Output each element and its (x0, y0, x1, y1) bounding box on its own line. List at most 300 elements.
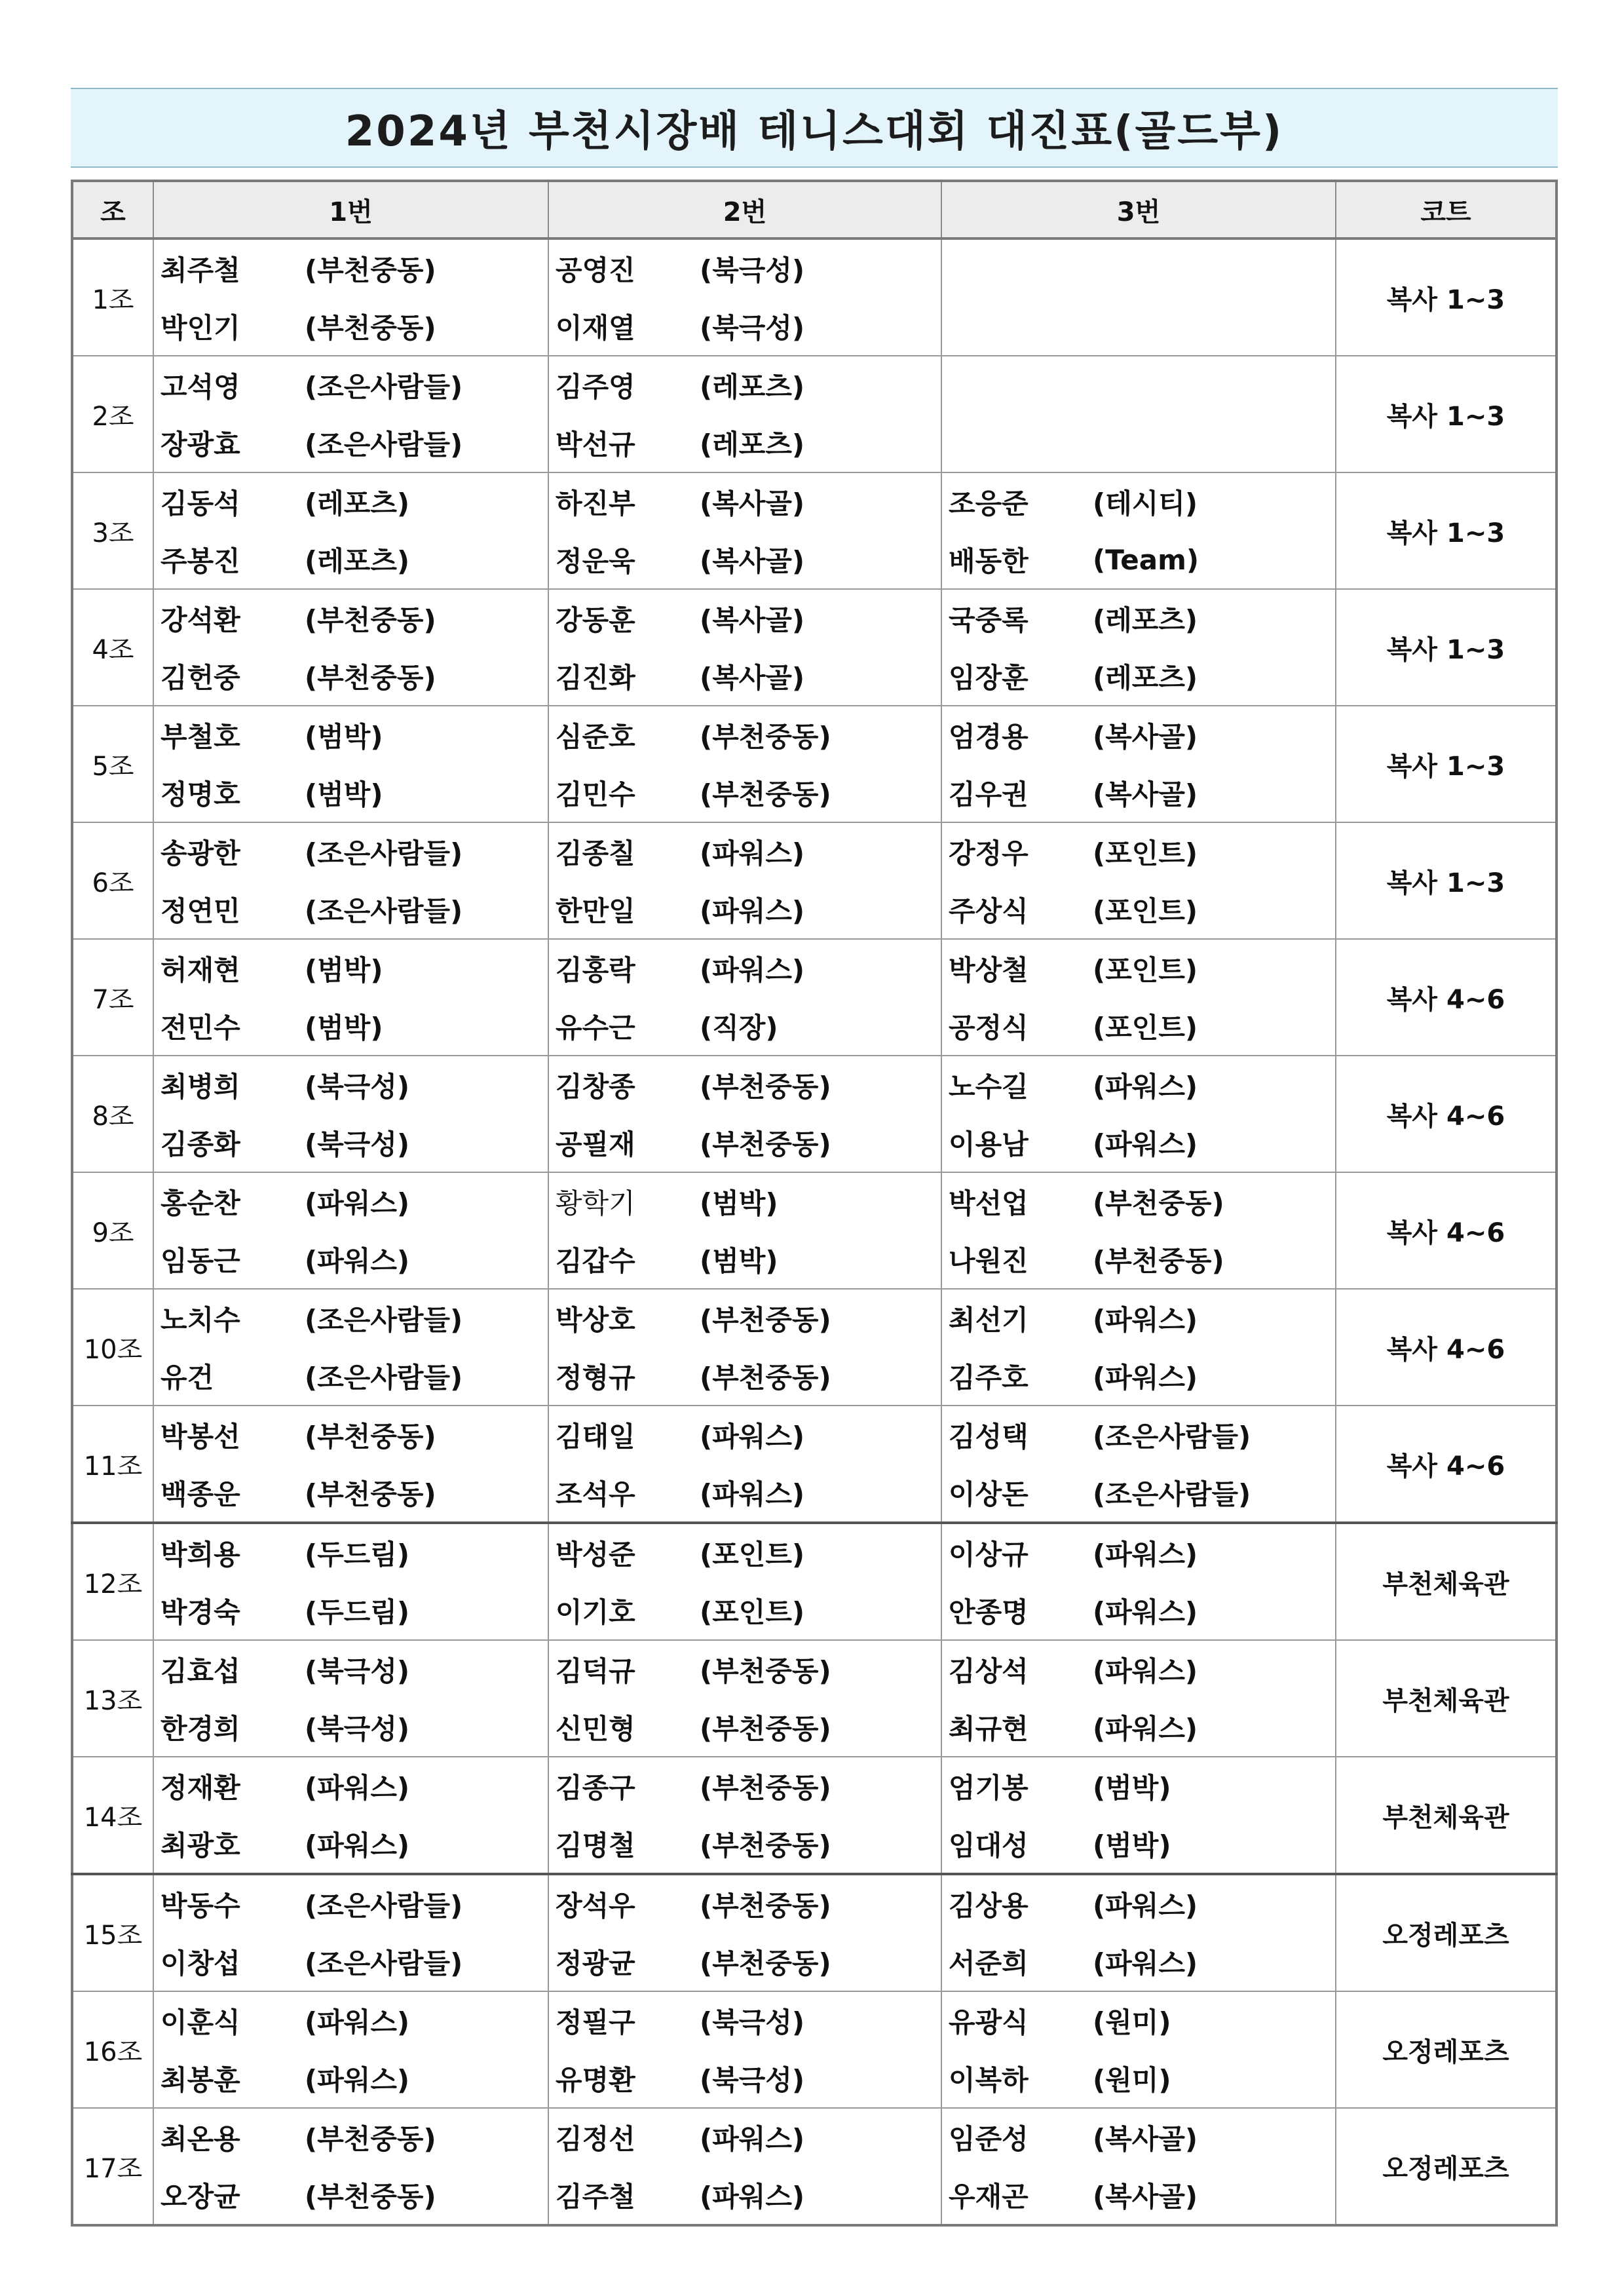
player-entry (556, 414, 941, 472)
player-name: 장석우 (556, 1890, 635, 1922)
table-row (72, 2108, 1557, 2225)
player-entry (161, 2166, 548, 2224)
court-label: 복사 1~3 (1336, 472, 1557, 589)
player-pair (942, 1992, 1335, 2107)
slot-cell-2 (548, 706, 941, 822)
player-name: 장광효 (161, 429, 240, 461)
court-label: 복사 4~6 (1336, 1289, 1557, 1406)
player-club: (파워스) (700, 1421, 805, 1453)
player-club: (파워스) (1093, 1128, 1198, 1160)
player-name: 강정우 (949, 837, 1029, 870)
player-name: 김상석 (949, 1655, 1029, 1687)
player-entry (161, 1757, 548, 1815)
player-entry (556, 1231, 941, 1288)
player-name: 배동한 (949, 545, 1029, 577)
player-name: 정광균 (556, 1947, 635, 1980)
player-entry (161, 1992, 548, 2050)
player-club: (복사골) (700, 488, 805, 520)
slot-cell-3 (941, 1289, 1336, 1406)
player-name: 부철호 (161, 721, 240, 753)
player-name: 공정식 (949, 1012, 1029, 1044)
player-pair (549, 356, 941, 472)
player-entry (161, 1641, 548, 1698)
player-entry (161, 356, 548, 414)
player-name: 나원진 (949, 1245, 1029, 1277)
slot-cell-1 (153, 472, 548, 589)
player-name: 이기호 (556, 1596, 635, 1628)
group-label: 5조 (72, 706, 153, 822)
player-entry (556, 531, 941, 588)
court-label: 복사 1~3 (1336, 706, 1557, 822)
slot-cell-3 (941, 1991, 1336, 2108)
player-name: 국중록 (949, 604, 1029, 636)
group-label: 7조 (72, 939, 153, 1056)
player-entry (556, 1173, 941, 1231)
header-court: 코트 (1336, 181, 1557, 239)
group-label: 13조 (72, 1640, 153, 1757)
player-name: 백종운 (161, 1478, 240, 1510)
player-pair (942, 1524, 1335, 1639)
player-pair (154, 1056, 548, 1172)
player-club: (파워스) (305, 1772, 410, 1804)
player-name: 박선업 (949, 1187, 1029, 1219)
player-name: 노수길 (949, 1071, 1029, 1103)
player-entry (556, 2050, 941, 2107)
player-club: (테시티) (1093, 488, 1198, 520)
player-entry (556, 647, 941, 705)
player-name: 최광호 (161, 1829, 240, 1862)
slot-cell-1 (153, 822, 548, 939)
slot-cell-1 (153, 1757, 548, 1874)
player-name: 최병희 (161, 1071, 240, 1103)
player-entry (161, 2109, 548, 2166)
bracket-table (71, 180, 1558, 2227)
player-pair (549, 1056, 941, 1172)
player-entry (161, 881, 548, 938)
slot-cell-1 (153, 2108, 548, 2225)
player-club: (부천중동) (1093, 1245, 1224, 1277)
player-club: (부천중동) (700, 721, 831, 753)
player-name: 박경숙 (161, 1596, 240, 1628)
player-entry (949, 1406, 1335, 1464)
player-entry (556, 997, 941, 1055)
slot-cell-2 (548, 1991, 941, 2108)
player-entry (556, 1992, 941, 2050)
player-club: (북극성) (700, 312, 805, 344)
slot-cell-3 (941, 1172, 1336, 1289)
slot-cell-2 (548, 1056, 941, 1172)
slot-cell-3 (941, 1640, 1336, 1757)
player-club: (파워스) (700, 2181, 805, 2213)
player-entry (556, 240, 941, 297)
player-club: (레포츠) (700, 429, 805, 461)
player-entry (161, 473, 548, 531)
player-entry (161, 1231, 548, 1288)
player-club: (부천중동) (700, 1713, 831, 1745)
player-pair (549, 940, 941, 1055)
player-club: (부천중동) (700, 1362, 831, 1394)
player-club: (파워스) (305, 1187, 410, 1219)
player-club: (조은사람들) (1093, 1421, 1251, 1453)
player-entry (949, 531, 1335, 588)
player-name: 우재곤 (949, 2181, 1029, 2213)
player-entry (949, 1815, 1335, 1873)
player-pair (942, 590, 1335, 705)
player-name: 임대성 (949, 1829, 1029, 1862)
player-name: 김종구 (556, 1772, 635, 1804)
player-pair (942, 473, 1335, 588)
player-club: (부천중동) (700, 1128, 831, 1160)
player-name: 강석환 (161, 604, 240, 636)
player-entry (556, 1290, 941, 1347)
court-label: 부천체육관 (1336, 1640, 1557, 1757)
player-entry (161, 940, 548, 997)
player-entry (161, 1933, 548, 1991)
player-name: 박상철 (949, 954, 1029, 986)
player-club: (레포츠) (700, 371, 805, 403)
player-club: (범박) (305, 721, 383, 753)
header-row (72, 181, 1557, 239)
player-entry (556, 1698, 941, 1756)
player-club: (포인트) (700, 1596, 805, 1628)
slot-cell-1 (153, 939, 548, 1056)
player-name: 김명철 (556, 1829, 635, 1862)
player-club: (파워스) (1093, 1304, 1198, 1336)
slot-cell-3 (941, 1757, 1336, 1874)
player-pair (549, 1875, 941, 1991)
player-entry (949, 881, 1335, 938)
player-name: 이복하 (949, 2064, 1029, 2096)
player-name: 김갑수 (556, 1245, 635, 1277)
court-label: 복사 4~6 (1336, 1172, 1557, 1289)
title-bar (71, 88, 1558, 168)
player-pair (154, 240, 548, 355)
player-name: 노치수 (161, 1304, 240, 1336)
player-name: 유명환 (556, 2064, 635, 2096)
player-name: 전민수 (161, 1012, 240, 1044)
player-entry (949, 1992, 1335, 2050)
player-entry (949, 1698, 1335, 1756)
slot-cell-3 (941, 939, 1336, 1056)
slot-cell-2 (548, 472, 941, 589)
slot-cell-1 (153, 1523, 548, 1640)
player-pair (154, 1992, 548, 2107)
player-entry (949, 1464, 1335, 1521)
slot-cell-1 (153, 1406, 548, 1523)
player-pair (549, 1290, 941, 1405)
court-label: 복사 1~3 (1336, 822, 1557, 939)
player-club: (레포츠) (305, 488, 410, 520)
player-club: (파워스) (1093, 1071, 1198, 1103)
player-entry (556, 356, 941, 414)
player-entry (949, 647, 1335, 705)
player-club: (복사골) (1093, 778, 1198, 811)
player-name: 박인기 (161, 312, 240, 344)
player-club: (부천중동) (700, 778, 831, 811)
player-club: (복사골) (1093, 2123, 1198, 2155)
player-entry (161, 1347, 548, 1405)
player-name: 정명호 (161, 778, 240, 811)
slot-cell-3 (941, 1874, 1336, 1991)
player-pair (154, 356, 548, 472)
player-pair (549, 240, 941, 355)
player-entry (556, 1757, 941, 1815)
player-club: (파워스) (1093, 1655, 1198, 1687)
player-club: (파워스) (1093, 1596, 1198, 1628)
player-name: 정형규 (556, 1362, 635, 1394)
player-entry (556, 823, 941, 881)
player-club: (부천중동) (305, 1478, 436, 1510)
player-pair (942, 940, 1335, 1055)
group-label: 16조 (72, 1991, 153, 2108)
player-entry (556, 1524, 941, 1582)
slot-cell-2 (548, 356, 941, 472)
court-label: 오정레포츠 (1336, 2108, 1557, 2225)
player-entry (556, 1641, 941, 1698)
bracket-body (72, 239, 1557, 2225)
player-entry (949, 706, 1335, 764)
player-club: (복사골) (700, 545, 805, 577)
slot-cell-3 (941, 589, 1336, 706)
player-club: (북극성) (305, 1071, 410, 1103)
player-entry (161, 240, 548, 297)
player-club: (북극성) (700, 254, 805, 286)
player-name: 김동석 (161, 488, 240, 520)
player-entry (556, 473, 941, 531)
player-entry (161, 647, 548, 705)
player-name: 조석우 (556, 1478, 635, 1510)
player-name: 안종명 (949, 1596, 1029, 1628)
table-row (72, 1406, 1557, 1523)
player-name: 김정선 (556, 2123, 635, 2155)
player-name: 박선규 (556, 429, 635, 461)
slot-cell-3 (941, 822, 1336, 939)
group-label: 9조 (72, 1172, 153, 1289)
player-name: 최선기 (949, 1304, 1029, 1336)
player-entry (949, 1231, 1335, 1288)
player-entry (161, 1406, 548, 1464)
player-club: (북극성) (700, 2064, 805, 2096)
player-pair (549, 473, 941, 588)
player-entry (556, 1875, 941, 1933)
court-label: 복사 1~3 (1336, 239, 1557, 356)
slot-cell-2 (548, 1289, 941, 1406)
player-entry (556, 940, 941, 997)
player-entry (161, 997, 548, 1055)
player-club: (레포츠) (1093, 662, 1198, 694)
player-name: 최규현 (949, 1713, 1029, 1745)
header-slot-3: 3번 (941, 181, 1336, 239)
player-name: 엄경용 (949, 721, 1029, 753)
player-entry (556, 1582, 941, 1639)
slot-cell-1 (153, 589, 548, 706)
player-club: (조은사람들) (305, 371, 463, 403)
player-club: (파워스) (700, 954, 805, 986)
player-entry (161, 706, 548, 764)
player-name: 임준성 (949, 2123, 1029, 2155)
player-club: (파워스) (305, 2064, 410, 2096)
player-club: (포인트) (1093, 837, 1198, 870)
player-entry (556, 1406, 941, 1464)
player-club: (조은사람들) (305, 1890, 463, 1922)
player-name: 유광식 (949, 2006, 1029, 2038)
player-entry (556, 1815, 941, 1873)
slot-cell-3 (941, 239, 1336, 356)
player-entry (949, 940, 1335, 997)
player-name: 정재환 (161, 1772, 240, 1804)
group-label: 2조 (72, 356, 153, 472)
player-name: 박상호 (556, 1304, 635, 1336)
header-group: 조 (72, 181, 153, 239)
player-name: 최주철 (161, 254, 240, 286)
player-entry (161, 1582, 548, 1639)
table-row (72, 1289, 1557, 1406)
player-club: (북극성) (700, 2006, 805, 2038)
slot-cell-1 (153, 356, 548, 472)
player-entry (161, 531, 548, 588)
player-name: 김창종 (556, 1071, 635, 1103)
slot-cell-2 (548, 589, 941, 706)
slot-cell-1 (153, 239, 548, 356)
player-club: (범박) (700, 1245, 778, 1277)
court-label: 복사 4~6 (1336, 1056, 1557, 1172)
table-row (72, 589, 1557, 706)
player-club: (복사골) (1093, 721, 1198, 753)
player-pair (549, 1757, 941, 1873)
player-club: (부천중동) (305, 312, 436, 344)
table-row (72, 239, 1557, 356)
player-pair (154, 1290, 548, 1405)
player-name: 임동근 (161, 1245, 240, 1277)
group-label: 3조 (72, 472, 153, 589)
slot-cell-3 (941, 1523, 1336, 1640)
court-label: 오정레포츠 (1336, 1991, 1557, 2108)
player-entry (161, 1173, 548, 1231)
table-row (72, 1874, 1557, 1991)
player-club: (범박) (305, 778, 383, 811)
player-pair (154, 823, 548, 938)
player-entry (949, 1582, 1335, 1639)
player-name: 김덕규 (556, 1655, 635, 1687)
group-label: 10조 (72, 1289, 153, 1406)
player-name: 하진부 (556, 488, 635, 520)
player-pair (942, 1290, 1335, 1405)
player-club: (조은사람들) (305, 1947, 463, 1980)
slot-cell-2 (548, 1640, 941, 1757)
slot-cell-2 (548, 1757, 941, 1874)
player-pair (942, 1757, 1335, 1873)
player-pair (549, 590, 941, 705)
player-club: (두드림) (305, 1539, 410, 1571)
player-entry (161, 1698, 548, 1756)
court-label: 복사 4~6 (1336, 939, 1557, 1056)
table-row (72, 472, 1557, 589)
player-pair (154, 1875, 548, 1991)
player-entry (949, 1347, 1335, 1405)
player-entry (949, 590, 1335, 647)
player-club: (복사골) (700, 604, 805, 636)
player-club: (부천중동) (305, 2123, 436, 2155)
player-entry (556, 297, 941, 355)
player-name: 임장훈 (949, 662, 1029, 694)
player-entry (949, 1933, 1335, 1991)
player-entry (949, 1173, 1335, 1231)
player-name: 김종칠 (556, 837, 635, 870)
header-slot-2: 2번 (548, 181, 941, 239)
player-entry (556, 1114, 941, 1172)
player-pair (942, 1056, 1335, 1172)
player-name: 김홍락 (556, 954, 635, 986)
player-club: (부천중동) (700, 1772, 831, 1804)
player-pair (942, 1641, 1335, 1756)
player-name: 김주철 (556, 2181, 635, 2213)
player-name: 김주호 (949, 1362, 1029, 1394)
player-club: (파워스) (305, 1245, 410, 1277)
player-club: (파워스) (1093, 1362, 1198, 1394)
player-club: (파워스) (700, 837, 805, 870)
player-name: 김상용 (949, 1890, 1029, 1922)
player-club: (파워스) (700, 1478, 805, 1510)
player-entry (556, 764, 941, 822)
player-entry (949, 2166, 1335, 2224)
player-pair (942, 1406, 1335, 1521)
player-name: 김효섭 (161, 1655, 240, 1687)
player-name: 고석영 (161, 371, 240, 403)
table-row (72, 356, 1557, 472)
table-row (72, 1991, 1557, 2108)
court-label: 오정레포츠 (1336, 1874, 1557, 1991)
player-club: (부천중동) (305, 604, 436, 636)
player-entry (161, 1875, 548, 1933)
player-name: 강동훈 (556, 604, 635, 636)
player-club: (부천중동) (700, 1655, 831, 1687)
slot-cell-2 (548, 1523, 941, 1640)
player-pair (942, 823, 1335, 938)
player-name: 김주영 (556, 371, 635, 403)
player-club: (파워스) (1093, 1713, 1198, 1745)
player-entry (949, 2050, 1335, 2107)
player-entry (161, 1114, 548, 1172)
slot-cell-2 (548, 939, 941, 1056)
player-entry (556, 881, 941, 938)
player-name: 심준호 (556, 721, 635, 753)
player-entry (161, 1464, 548, 1521)
player-name: 김우권 (949, 778, 1029, 811)
court-label: 부천체육관 (1336, 1523, 1557, 1640)
group-label: 17조 (72, 2108, 153, 2225)
player-name: 김종화 (161, 1128, 240, 1160)
table-row (72, 939, 1557, 1056)
player-pair (942, 1875, 1335, 1991)
player-entry (949, 473, 1335, 531)
slot-cell-1 (153, 1289, 548, 1406)
group-label: 8조 (72, 1056, 153, 1172)
player-club: (파워스) (305, 1829, 410, 1862)
player-pair (549, 706, 941, 822)
player-club: (부천중동) (700, 1071, 831, 1103)
player-pair (549, 1524, 941, 1639)
player-club: (범박) (305, 1012, 383, 1044)
player-club: (조은사람들) (305, 1362, 463, 1394)
player-pair (154, 590, 548, 705)
player-club: (북극성) (305, 1655, 410, 1687)
player-name: 정연민 (161, 895, 240, 927)
player-entry (949, 1114, 1335, 1172)
player-name: 유수근 (556, 1012, 635, 1044)
player-name: 황학기 (556, 1187, 635, 1219)
player-entry (949, 1641, 1335, 1698)
player-name: 이용남 (949, 1128, 1029, 1160)
